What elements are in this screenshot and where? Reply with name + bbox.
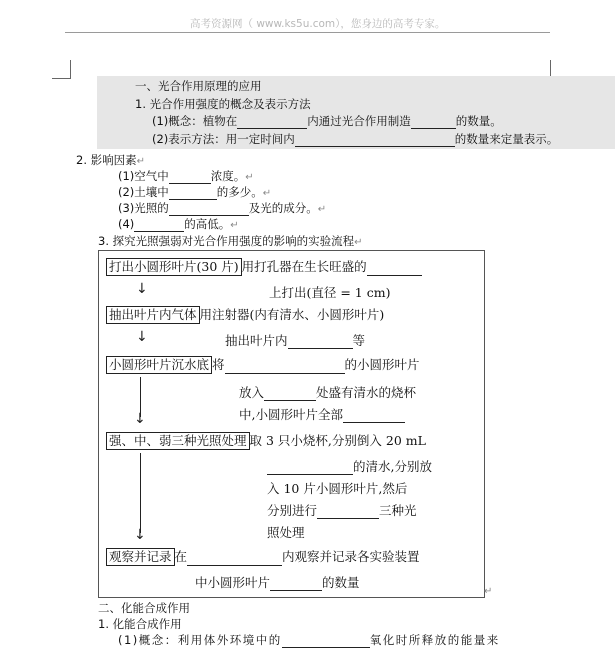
step4-text-d [267,501,417,519]
step2-text-b [225,331,365,349]
para-mark: ↵ [354,237,363,248]
step1-blank[interactable] [367,263,422,276]
factor-1-blank[interactable] [169,171,211,184]
method-part-a: (2)表示方法：用一定时间内 [152,132,295,146]
section2-item1 [118,632,500,648]
section1-title: 一、光合作用原理的应用 [135,79,262,93]
step5-a-pre: 在 [174,549,188,564]
step3-b-post: 处盛有清水的烧杯 [316,385,417,400]
step5-b-post: 的数量 [322,575,360,590]
step4-text-e: 照处理 [267,525,305,540]
page-header: 高考资源网（ www.ks5u.com），您身边的高考专家。 [190,18,446,30]
para-mark: ↵ [484,586,493,597]
factor-4-blank[interactable] [134,219,184,232]
arrow-down-icon: ↓ [134,527,146,543]
factor-3 [118,200,326,216]
step4-text-b [267,457,432,475]
concept-part-b: 内通过光合作用制造 [307,114,411,128]
factor-2 [118,184,271,200]
section2-item1-b: 氧化时所释放的能量来 [369,633,500,647]
section2-item1-a: (1)概念：利用体外环境中的 [118,633,282,647]
step2-blank[interactable] [288,336,353,349]
step3-text-b [239,383,416,401]
method-part-b: 的数量来定量表示。 [454,132,559,146]
step3-blank-3[interactable] [343,410,405,423]
factors-title [76,152,145,168]
method-line [152,131,558,147]
concept-part-a: (1)概念：植物在 [152,114,238,128]
step3-a-pre: 将 [212,357,225,372]
section2-blank[interactable] [282,635,370,648]
concept-part-c: 的数量。 [455,114,502,128]
step5-box: 观察并记录 [106,548,175,566]
step4-b-text: 的清水,分别放 [353,459,432,474]
step4-row [106,431,426,450]
step1-text-b: 上打出(直径 = 1 cm) [269,285,391,300]
arrow-down-icon: ↓ [136,329,148,345]
factor-1-a: (1)空气中 [118,169,169,183]
experiment-title-text: 3. 探究光照强弱对光合作用强度的影响的实验流程 [98,234,355,248]
arrow-down-icon: ↓ [134,411,146,427]
step3-text-c [239,405,405,423]
factor-2-b: 的多少。 [216,185,263,199]
step4-blank-1[interactable] [267,462,353,475]
factor-4 [118,216,239,232]
step4-d-post: 三种光 [379,503,417,518]
step4-d-pre: 分别进行 [267,503,318,518]
factor-2-blank[interactable] [169,187,217,200]
factors-title-text: 2. 影响因素 [76,153,137,167]
experiment-title [98,233,363,249]
step2-text-a: 用注射器(内有清水、小圆形叶片) [199,307,385,322]
flow-connector [140,453,141,533]
concept-line [152,113,502,129]
step1-row [106,257,422,276]
para-mark: ↵ [230,220,239,231]
step2-b-pre: 抽出叶片内 [225,333,288,348]
factor-1 [118,168,254,184]
concept-blank-2[interactable] [411,116,456,129]
factor-3-blank[interactable] [169,203,249,216]
step1-text-a: 用打孔器在生长旺盛的 [241,259,367,274]
step5-b-pre: 中小圆形叶片 [195,575,271,590]
method-blank[interactable] [295,134,455,147]
factor-3-a: (3)光照的 [118,201,169,215]
factor-4-a: (4) [118,217,135,231]
step5-a-post: 内观察并记录各实验装置 [282,549,420,564]
para-mark: ↵ [136,156,146,167]
step4-text-c: 入 10 片小圆形叶片,然后 [267,481,408,496]
step5-text-b [195,573,360,591]
step4-blank-2[interactable] [317,506,379,519]
factor-2-a: (2)土壤中 [118,185,169,199]
step3-blank-1[interactable] [225,361,345,374]
header-rule [65,32,550,33]
step5-blank-2[interactable] [270,578,322,591]
step5-row [106,547,420,566]
step2-b-post: 等 [352,333,366,348]
step4-text-a: 取 3 只小烧杯,分别倒入 20 mL [249,433,426,448]
concept-blank-1[interactable] [237,116,307,129]
step3-a-post: 的小圆形叶片 [344,357,420,372]
para-mark: ↵ [317,204,327,215]
factor-4-b: 的高低。 [184,217,231,231]
step5-blank-1[interactable] [187,553,282,566]
step2-box: 抽出叶片内气体 [106,306,200,324]
step3-b-pre: 放入 [239,385,265,400]
section2-sub1: 1. 化能合成作用 [98,617,182,631]
step4-box: 强、中、弱三种光照处理 [106,432,250,450]
arrow-down-icon: ↓ [136,281,148,297]
step2-row [106,305,384,324]
para-mark: ↵ [245,172,254,183]
flow-panel [98,250,485,598]
step3-row [106,355,420,374]
step1-box: 打出小圆形叶片(30 片) [106,258,242,276]
para-mark: ↵ [262,188,272,199]
section2-title: 二、化能合成作用 [98,601,190,615]
corner-mark-left [52,60,71,79]
factor-1-b: 浓度。 [210,169,246,183]
step3-box: 小圆形叶片沉水底 [106,356,212,374]
step3-blank-2[interactable] [264,388,316,401]
step3-c-text: 中,小圆形叶片全部 [239,407,343,422]
factor-3-b: 及光的成分。 [248,201,318,215]
section1-sub1: 1. 光合作用强度的概念及表示方法 [135,97,311,111]
